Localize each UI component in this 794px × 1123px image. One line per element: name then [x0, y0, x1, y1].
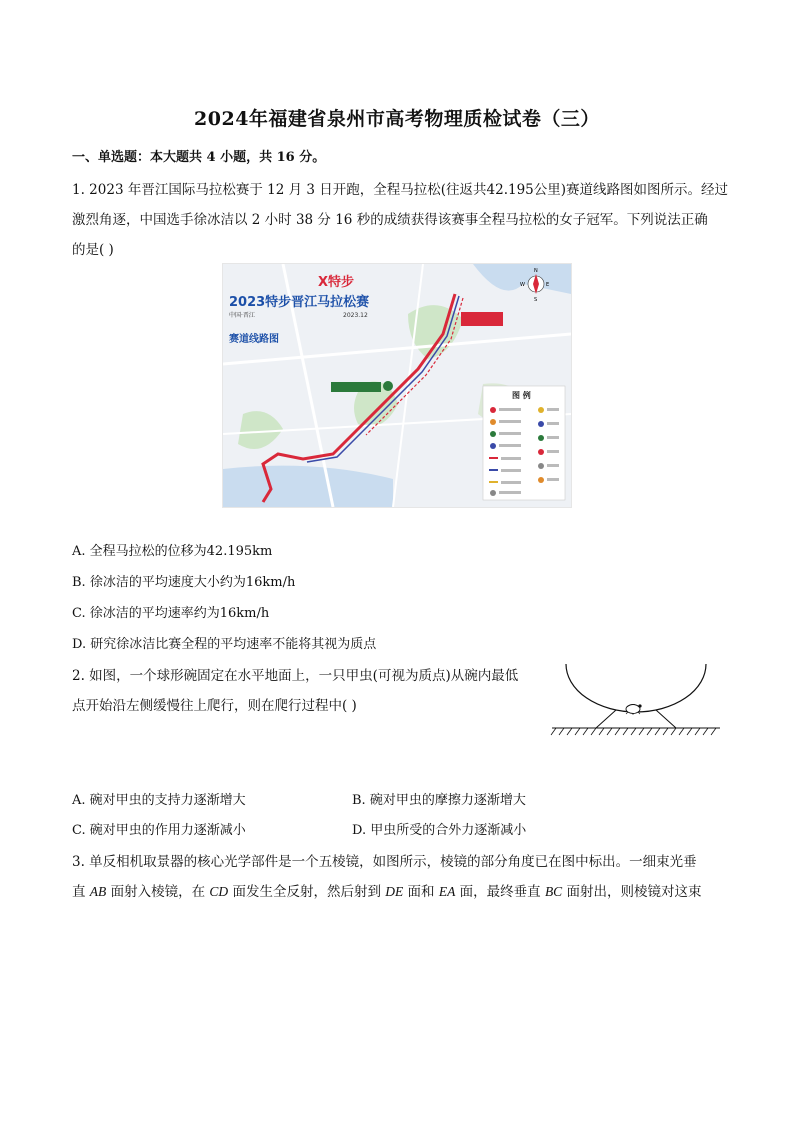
q3-text-5: 面，最终垂直 — [455, 884, 545, 900]
q3-text-1: 直 — [72, 884, 90, 900]
q2-option-b: B. 碗对甲虫的摩擦力逐渐增大 — [352, 793, 526, 808]
page-title: 2024年福建省泉州市高考物理质检试卷（三） — [194, 108, 600, 130]
face-de: DE — [385, 884, 404, 899]
q3-text-2: 面射入棱镜，在 — [106, 884, 210, 900]
q2-option-d: D. 甲虫所受的合外力逐渐减小 — [352, 823, 527, 838]
q3-stem-line1: 3. 单反相机取景器的核心光学部件是一个五棱镜，如图所示，棱镜的部分角度已在图中标出。一细束光垂 — [72, 854, 697, 870]
q2-stem-line2: 点开始沿左侧缓慢往上爬行，则在爬行过程中( ) — [72, 698, 357, 714]
map-title: 2023特步晋江马拉松赛 — [229, 295, 370, 310]
q1-option-b: B. 徐冰洁的平均速度大小约为16km/h — [72, 575, 296, 590]
marathon-route-map — [222, 263, 572, 508]
map-subtitle-right: 2023.12 — [343, 312, 368, 319]
q3-text-3: 面发生全反射，然后射到 — [228, 884, 386, 900]
legend-title: 图 例 — [512, 391, 531, 400]
route-map-figure — [223, 264, 571, 507]
ground-hatching — [551, 728, 716, 735]
q2-stem-line1: 2. 如图，一个球形碗固定在水平地面上，一只甲虫(可视为质点)从碗内最低 — [72, 668, 519, 684]
face-ab: AB — [89, 884, 107, 899]
q3-text-6: 面射出，则棱镜对这束 — [562, 884, 702, 900]
q3-stem-line2 — [72, 880, 702, 900]
face-ea: EA — [438, 884, 456, 899]
q1-stem-line3: 的是( ) — [72, 242, 114, 258]
q2-option-c: C. 碗对甲虫的作用力逐渐减小 — [72, 823, 246, 838]
q3-text-4: 面和 — [403, 884, 439, 900]
face-bc: BC — [544, 884, 563, 899]
q1-stem-line2: 激烈角逐，中国选手徐冰洁以 2 小时 38 分 16 秒的成绩获得该赛事全程马拉松的女子冠军。下列说法正确 — [72, 212, 708, 228]
compass-w: W — [520, 282, 525, 288]
bowl-diagram — [548, 660, 723, 742]
map-subtitle-left: 中国·晋江 — [229, 312, 255, 319]
q1-option-a: A. 全程马拉松的位移为42.195km — [72, 544, 273, 559]
q1-stem-line1: 1. 2023 年晋江国际马拉松赛于 12 月 3 日开跑，全程马拉松(往返共42.195公里)赛道线路图如图所示。经过 — [72, 182, 729, 198]
section-heading: 一、单选题：本大题共 4 小题，共 16 分。 — [72, 150, 326, 165]
bowl-figure — [548, 660, 723, 742]
q2-option-a: A. 碗对甲虫的支持力逐渐增大 — [72, 793, 246, 808]
compass-s: S — [534, 297, 538, 303]
q1-option-d: D. 研究徐冰洁比赛全程的平均速率不能将其视为质点 — [72, 637, 377, 652]
compass-e: E — [546, 282, 550, 288]
beetle-icon — [626, 704, 642, 715]
map-brand: X特步 — [318, 275, 355, 290]
q1-option-c: C. 徐冰洁的平均速率约为16km/h — [72, 606, 270, 621]
map-route-title: 赛道线路图 — [229, 334, 279, 345]
compass-n: N — [534, 268, 538, 274]
face-cd: CD — [209, 884, 229, 899]
